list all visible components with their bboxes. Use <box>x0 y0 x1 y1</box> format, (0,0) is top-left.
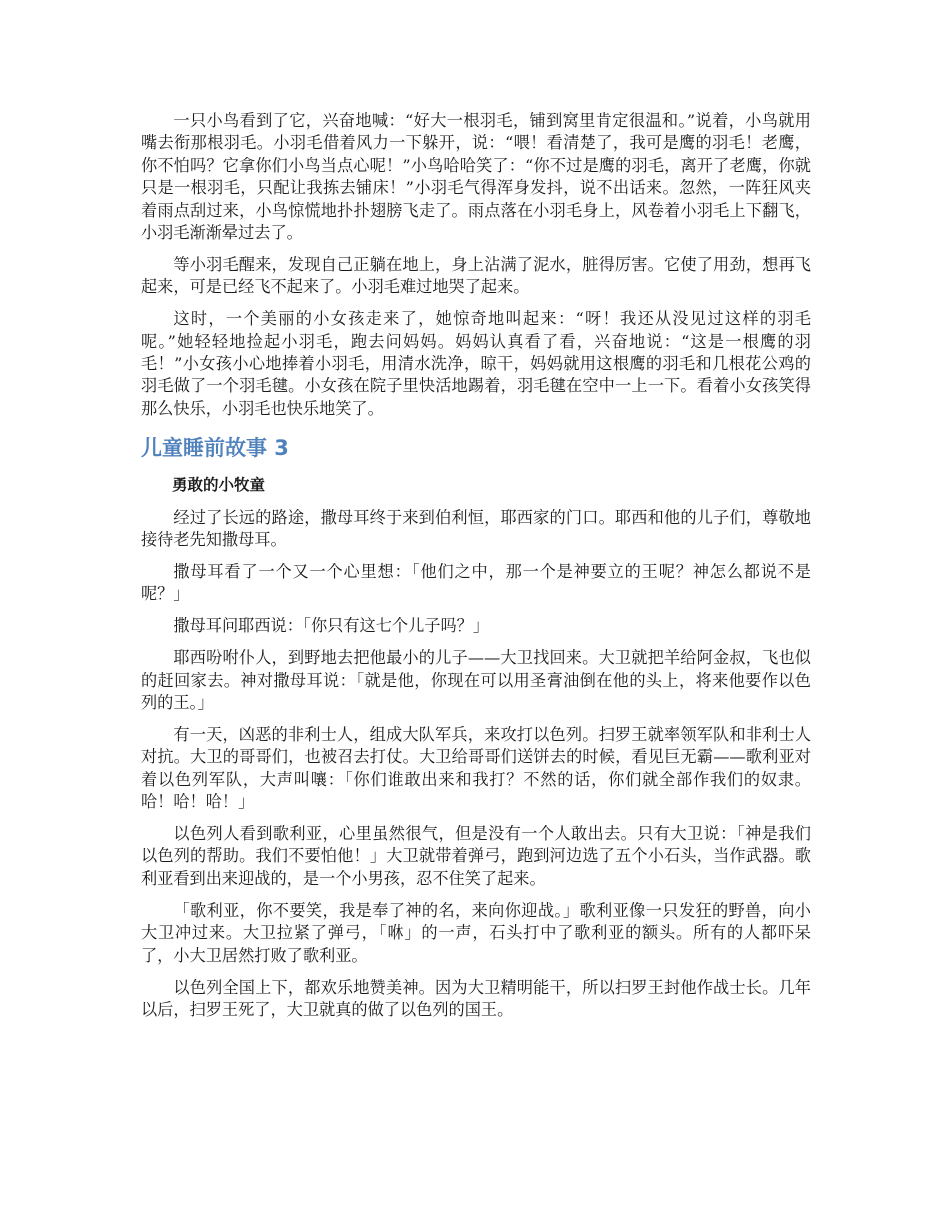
story2-paragraph-1: 一只小鸟看到了它，兴奋地喊：“好大一根羽毛，铺到窝里肯定很温和。”说着，小鸟就用嘴去衔那根羽毛。小羽毛借着风力一下躲开，说：“喂！看清楚了，我可是鹰的羽毛！老鹰，你不怕吗？它拿你们小鸟当点心呢！”小鸟哈哈笑了：“你不过是鹰的羽毛，离开了老鹰，你就只是一根羽毛，只配让我拣去铺床！”小羽毛气得浑身发抖，说不出话来。忽然，一阵狂风夹着雨点刮过来，小鸟惊慌地扑扑翅膀飞走了。雨点落在小羽毛身上，风卷着小羽毛上下翻飞，小羽毛渐渐晕过去了。 <box>141 111 811 243</box>
story3-paragraph-3: 撒母耳问耶西说：「你只有这七个儿子吗？」 <box>173 616 490 636</box>
story2-paragraph-3: 这时，一个美丽的小女孩走来了，她惊奇地叫起来：“呀！我还从没见过这样的羽毛呢。”她轻轻地捡起小羽毛，跑去问妈妈。妈妈认真看了看，兴奋地说：“这是一根鹰的羽毛！”小女孩小心地捧着小羽毛，用清水洗净，晾干，妈妈就用这根鹰的羽毛和几根花公鸡的羽毛做了一个羽毛毽。小女孩在院子里快活地踢着，羽毛毽在空中一上一下。看着小女孩笑得那么快乐，小羽毛也快乐地笑了。 <box>141 309 811 418</box>
story3-paragraph-6: 以色列人看到歌利亚，心里虽然很气，但是没有一个人敢出去。只有大卫说：「神是我们以色列的帮助。我们不要怕他！」大卫就带着弹弓，跑到河边选了五个小石头，当作武器。歌利亚看到出来迎战的，是一个小男孩，忍不住笑了起来。 <box>141 824 811 888</box>
story3-paragraph-7: 「歌利亚，你不要笑，我是奉了神的名，来向你迎战。」歌利亚像一只发狂的野兽，向小大卫冲过来。大卫拉紧了弹弓，「咻」的一声，石头打中了歌利亚的额头。所有的人都吓呆了，小大卫居然打败了歌利亚。 <box>141 900 811 965</box>
story3-paragraph-8: 以色列全国上下，都欢乐地赞美神。因为大卫精明能干，所以扫罗王封他作战士长。几年以后，扫罗王死了，大卫就真的做了以色列的国王。 <box>141 977 811 1019</box>
story3-subtitle: 勇敢的小牧童 <box>172 476 266 495</box>
story3-paragraph-2: 撒母耳看了一个又一个心里想：「他们之中，那一个是神要立的王呢？神怎么都说不是呢？」 <box>141 562 811 604</box>
story2-paragraph-2: 等小羽毛醒来，发现自己正躺在地上，身上沾满了泥水，脏得厉害。它使了用劲，想再飞起来，可是已经飞不起来了。小羽毛难过地哭了起来。 <box>141 254 811 297</box>
story3-paragraph-4: 耶西吩咐仆人，到野地去把他最小的儿子——大卫找回来。大卫就把羊给阿金叔，飞也似的赶回家去。神对撒母耳说：「就是他，你现在可以用圣膏油倒在他的头上，将来他要作以色列的王。」 <box>141 648 811 713</box>
story3-paragraph-1: 经过了长远的路途，撒母耳终于来到伯利恒，耶西家的门口。耶西和他的儿子们，尊敬地接待老先知撒母耳。 <box>141 507 811 550</box>
story3-heading: 儿童睡前故事 3 <box>141 436 289 461</box>
document-page <box>141 110 811 1031</box>
story3-paragraph-5: 有一天，凶恶的非利士人，组成大队军兵，来攻打以色列。扫罗王就率领军队和非利士人对抗。大卫的哥哥们，也被召去打仗。大卫给哥哥们送饼去的时候，看见巨无霸——歌利亚对着以色列军队，大声叫嚷：「你们谁敢出来和我打？不然的话，你们就全部作我们的奴隶。哈！哈！哈！」 <box>141 724 811 812</box>
